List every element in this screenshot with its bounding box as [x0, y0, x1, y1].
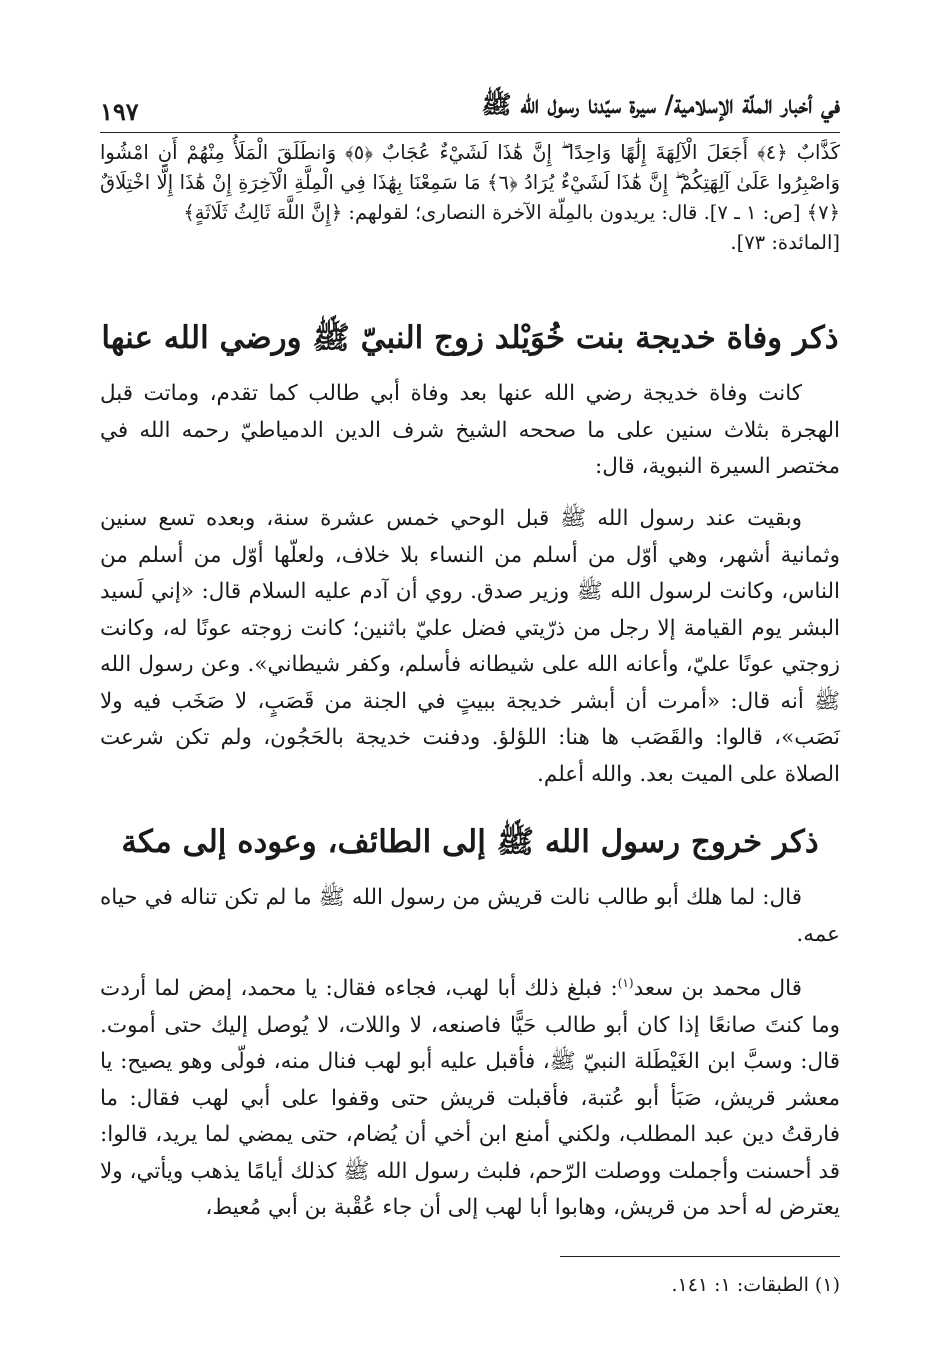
paragraph-abu-lahab	[100, 965, 840, 1227]
running-header	[100, 86, 840, 133]
footnote-divider	[560, 1256, 840, 1257]
footnote-marker[interactable]: (١)	[617, 976, 634, 990]
quran-ayah-reference: [ص: ١ ـ ٧].	[703, 201, 801, 224]
paragraph-khadija-death: كانت وفاة خديجة رضي الله عنها بعد وفاة أبي طالب كما تقدم، وماتت قبل الهجرة بثلاث سنين على ما صححه الشيخ شرف الدين الدمياطيّ رحمه الله في مختصر السيرة النبوية، قال:	[100, 381, 840, 479]
section-heading-khadija: ذكر وفاة خديجة بنت خُوَيْلد زوج النبيّ ﷺ ورضي الله عنها	[101, 320, 839, 356]
paragraph-abu-talib-death: قال: لما هلك أبو طالب نالت قريش من رسول الله ﷺ ما لم تكن تناله في حياه عمه.	[100, 885, 840, 947]
quran-ayah-text: كَذَّابٌ ﴿٤﴾ أَجَعَلَ الْآلِهَةَ إِلَٰهًا وَاحِدًا ۖ إِنَّ هَٰذَا لَشَيْءٌ عُجَابٌ ﴿٥﴾ وَانطَلَقَ الْمَلَأُ مِنْهُمْ أَنِ امْشُوا وَاصْبِرُوا عَلَىٰ آلِهَتِكُمْ ۖ إِنَّ هَٰذَا لَشَيْءٌ يُرَادُ ﴿٦﴾ مَا سَمِعْنَا بِهَٰذَا فِي الْمِلَّةِ الْآخِرَةِ إِنْ هَٰذَا إِلَّا اخْتِلَاقٌ ﴿٧﴾	[100, 141, 840, 224]
paragraph-colon: :	[602, 976, 618, 1002]
paragraph-lead: قال محمد بن سعد	[633, 976, 802, 1002]
running-title: في أخبار الملّة الإسلامية/ سيرة سيّدنا رسول الله ﷺ	[481, 90, 840, 119]
paragraph-body: فبلغ ذلك أبا لهب، فجاءه فقال: يا محمد، إمض لما أردت وما كنتَ صانعًا إذا كان أبو طالب حَيًّا فاصنعه، لا واللات، لا يُوصل إليك حتى أموت. قال: وسبَّ ابن الغَيْطَلة النبيّ ﷺ، فأقبل عليه أبو لهب فنال منه، فولّى وهو يصيح: يا معشر قريش، صَبَأ أبو عُتبة، فأقبلت قريش حتى وقفوا على أبي لهب فقال: ما فارقتُ دين عبد المطلب، ولكني أمنع ابن أخي أن يُضام، حتى يمضي لما يريد، قالوا: قد أحسنت وأجملت ووصلت الرّحم، فلبث رسول الله ﷺ كذلك أيامًا يذهب ويأتي، ولا يعترض له أحد من قريش، وهابوا أبا لهب إلى أن جاء عُقْبة بن أبي مُعيط،	[100, 976, 840, 1221]
commentary-text: قال: يريدون بالمِلّة الآخرة النصارى؛ لقولهم: ﴿إِنَّ اللَّهَ ثَالِثُ ثَلَاثَةٍ﴾	[183, 201, 698, 224]
footnote: (١) الطبقات: ١: ١٤١.	[671, 1274, 840, 1296]
page-number: ١٩٧	[100, 97, 139, 126]
commentary-reference: [المائدة: ٧٣].	[730, 231, 840, 254]
quran-quote-block	[100, 138, 840, 258]
paragraph-khadija-merits: وبقيت عند رسول الله ﷺ قبل الوحي خمس عشرة سنة، وبعده تسع سنين وثمانية أشهر، وهي أوّل من أسلم من النساء بلا خلاف، ولعلّها أوّل من أسلم من الناس، وكانت لرسول الله ﷺ وزير صدق. روي أن آدم عليه السلام قال: «إني لَسيد البشر يوم القيامة إلا رجل من ذرّيتي فضل عليّ باثنين؛ كانت زوجته عونًا له، وكانت زوجتي عونًا عليّ، وأعانه الله على شيطانه فأسلم، وكفر شيطاني». وعن رسول الله ﷺ أنه قال: «أمرت أن أبشر خديجة ببيتٍ في الجنة من قَصَبٍ، لا صَخَب فيه ولا نَصَب»، قالوا: والقَصَب ها هنا: اللؤلؤ. ودفنت خديجة بالحَجُون، ولم تكن شرعت الصلاة على الميت بعد. والله أعلم.	[100, 506, 840, 787]
section-heading-taif: ذكر خروج رسول الله ﷺ إلى الطائف، وعوده إلى مكة	[121, 824, 819, 860]
